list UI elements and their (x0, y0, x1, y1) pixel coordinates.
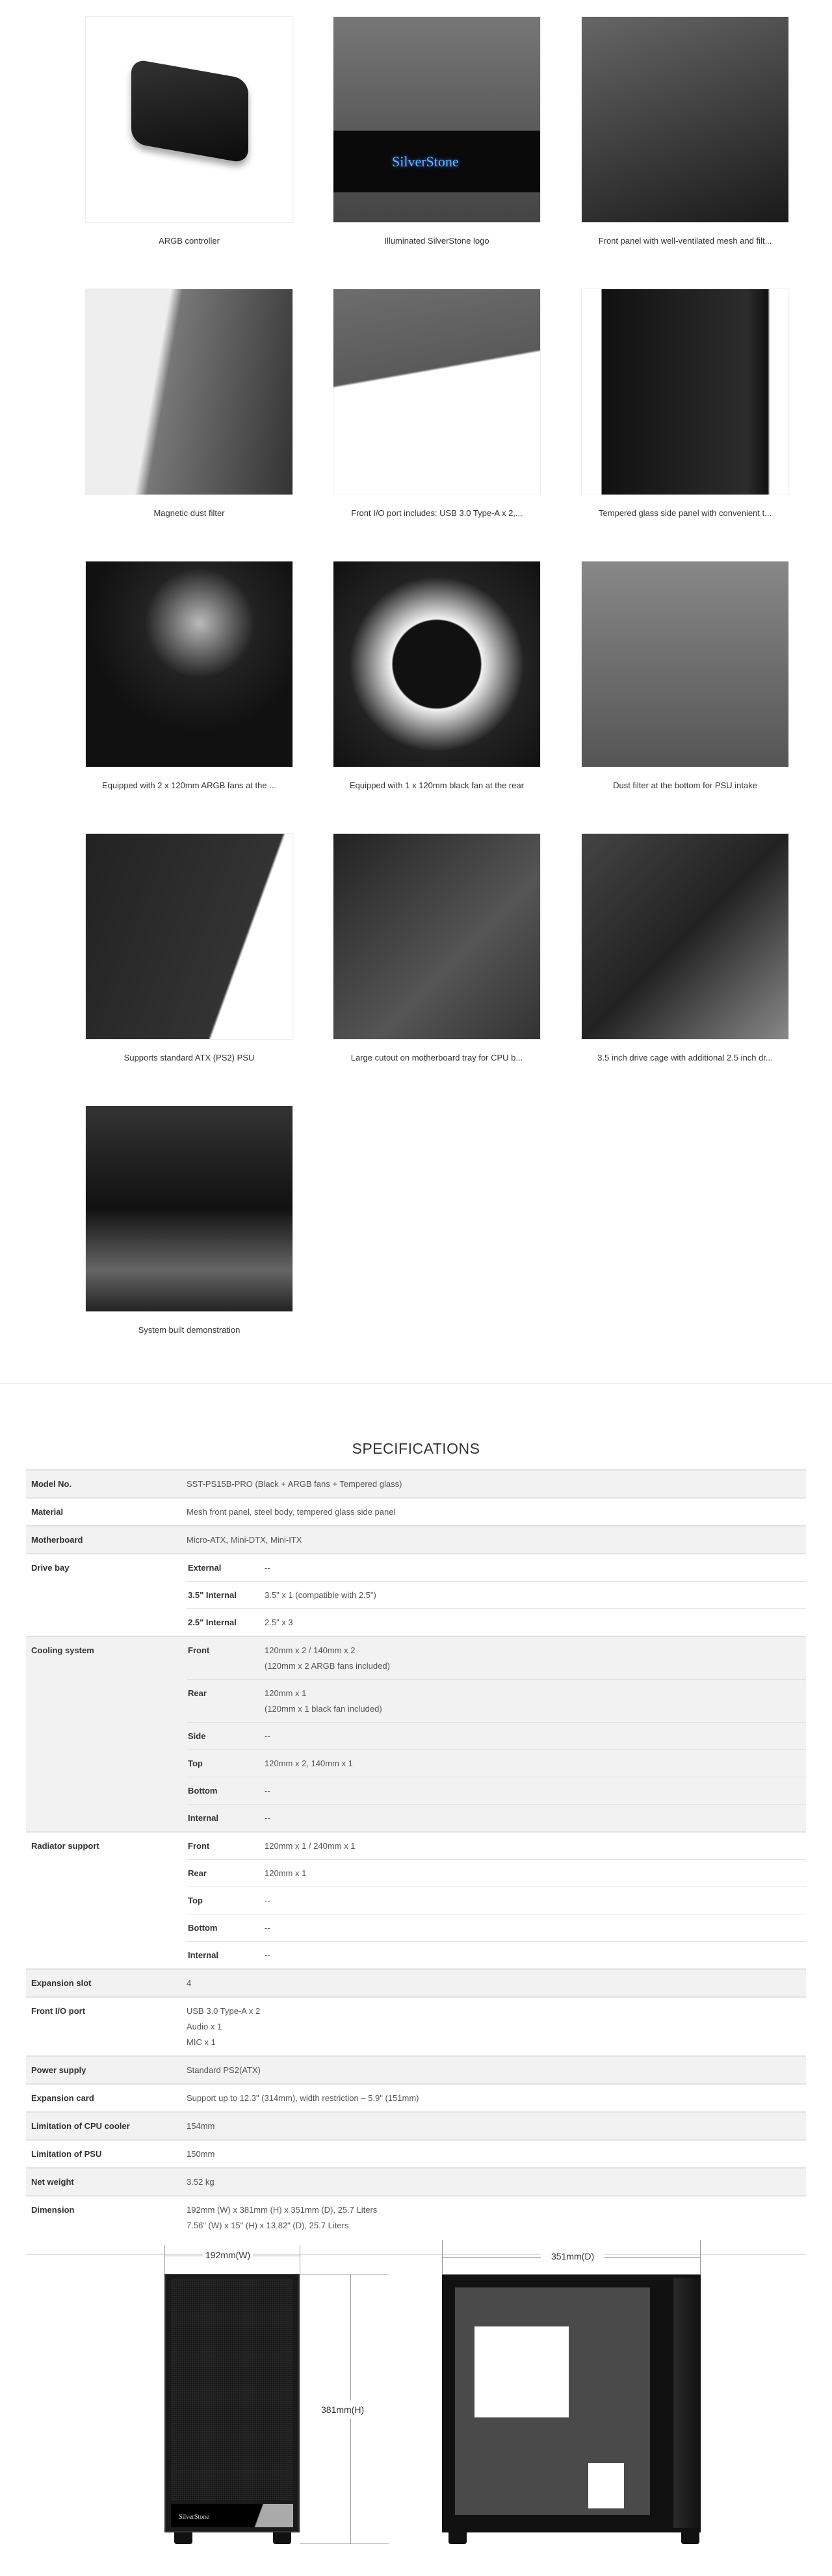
spec-subvalue (265, 1723, 806, 1749)
gallery-caption: ARGB controller (159, 236, 220, 246)
case-foot (448, 2532, 467, 2544)
spec-value-line: 3.5" x 1 (compatible with 2.5") (265, 1590, 376, 1600)
spec-label: Radiator support (31, 1841, 99, 1851)
spec-values (187, 1554, 806, 1636)
spec-subvalue (265, 1609, 806, 1636)
width-extension-left (164, 2245, 165, 2274)
gallery-caption: Front panel with well-ventilated mesh and filt... (598, 236, 772, 246)
spec-label: Power supply (31, 2065, 86, 2075)
gallery-image[interactable] (85, 561, 293, 767)
spec-label: Net weight (31, 2177, 74, 2187)
spec-value-line: 120mm x 1 (265, 1688, 307, 1698)
spec-value-line: 2.5" x 3 (265, 1617, 293, 1627)
case-foot (681, 2532, 699, 2544)
spec-sublabel: Top (188, 1896, 203, 1905)
spec-value (187, 1526, 806, 1553)
spec-subrow (187, 1887, 806, 1914)
gallery-caption: Equipped with 1 x 120mm black fan at the rear (349, 780, 525, 790)
spec-sublabel: Internal (188, 1813, 218, 1823)
spec-subvalue (265, 1805, 806, 1831)
spec-value-line: -- (265, 1786, 270, 1796)
spec-values (187, 2196, 806, 2254)
spec-values (187, 2169, 806, 2195)
spec-values (187, 2113, 806, 2139)
spec-row (26, 2113, 806, 2141)
spec-subvalue (265, 1914, 806, 1941)
spec-subvalue (265, 1680, 806, 1722)
spec-values (187, 2057, 806, 2083)
spec-label: Drive bay (31, 1563, 70, 1573)
gallery-image[interactable] (581, 289, 789, 495)
spec-subvalue (265, 1942, 806, 1968)
spec-values (187, 1499, 806, 1525)
spec-value-line: -- (265, 1731, 270, 1741)
spec-value-line: 4 (187, 1978, 192, 1988)
spec-row (26, 2085, 806, 2113)
spec-value-line: 120mm x 1 (265, 1868, 307, 1878)
spec-label: Expansion card (31, 2093, 94, 2103)
spec-label: Motherboard (31, 1535, 83, 1545)
spec-label: Cooling system (31, 1645, 94, 1655)
spec-row (26, 2141, 806, 2169)
specifications-table (26, 1469, 806, 2255)
specifications-heading: SPECIFICATIONS (352, 1440, 480, 1457)
spec-value (187, 1970, 806, 1996)
spec-sublabel: Bottom (188, 1786, 218, 1796)
gallery-caption: Supports standard ATX (PS2) PSU (124, 1053, 255, 1063)
gallery-caption: 3.5 inch drive cage with additional 2.5 inch dr... (597, 1053, 773, 1063)
spec-subrow (187, 1679, 806, 1722)
gallery-caption: System built demonstration (138, 1325, 240, 1335)
depth-label: 351mm(D) (541, 2251, 604, 2261)
spec-sublabel: External (188, 1563, 222, 1573)
gallery-image[interactable] (333, 833, 541, 1040)
spec-subvalue (265, 1582, 806, 1608)
spec-value (187, 2085, 806, 2111)
gallery-image[interactable] (333, 289, 541, 495)
section-divider (0, 1383, 832, 1384)
spec-value (187, 2196, 806, 2254)
spec-values (187, 1833, 806, 1968)
spec-label: Expansion slot (31, 1978, 92, 1988)
spec-value-line: Micro-ATX, Mini-DTX, Mini-ITX (187, 1535, 302, 1545)
spec-values (187, 1637, 806, 1831)
spec-subvalue (265, 1637, 806, 1679)
spec-row (26, 1526, 806, 1554)
spec-subvalue (265, 1554, 806, 1581)
spec-value-line: 150mm (187, 2149, 215, 2159)
spec-sublabel: Rear (188, 1688, 207, 1698)
spec-value-line: (120mm x 1 black fan included) (265, 1704, 382, 1714)
spec-value-line: Standard PS2(ATX) (187, 2065, 261, 2075)
spec-sublabel: 2.5" Internal (188, 1617, 237, 1627)
spec-row (26, 1471, 806, 1499)
front-logo: SilverStone (179, 2514, 209, 2521)
spec-value-line: 3.52 kg (187, 2177, 214, 2187)
gallery-image[interactable] (581, 561, 789, 767)
spec-subvalue (265, 1750, 806, 1777)
spec-sublabel: Side (188, 1731, 206, 1741)
spec-value (187, 2057, 806, 2083)
spec-value-line: -- (265, 1563, 270, 1573)
spec-value (187, 1499, 806, 1525)
spec-value-line: 7.56" (W) x 15" (H) x 13.82" (D), 25.7 Liters (187, 2221, 349, 2230)
spec-sublabel: Internal (188, 1950, 218, 1960)
spec-subrow (187, 1804, 806, 1831)
gallery-image[interactable] (85, 16, 293, 223)
gallery-image[interactable] (333, 16, 541, 223)
spec-value-line: -- (265, 1923, 270, 1933)
spec-subrow (187, 1637, 806, 1679)
spec-row (26, 1637, 806, 1833)
spec-subvalue (265, 1833, 806, 1859)
spec-subrow (187, 1859, 806, 1887)
silverstone-logo: SilverStone (392, 153, 459, 170)
spec-subvalue (265, 1860, 806, 1887)
gallery-image[interactable] (333, 561, 541, 767)
spec-value-line: Mesh front panel, steel body, tempered glass side panel (187, 1507, 396, 1517)
spec-row (26, 1499, 806, 1526)
spec-value-line: USB 3.0 Type-A x 2 (187, 2006, 261, 2016)
spec-value-line: Support up to 12.3" (314mm), width restriction – 5.9" (151mm) (187, 2093, 419, 2103)
spec-value-line: (120mm x 2 ARGB fans included) (265, 1661, 390, 1671)
spec-value (187, 2169, 806, 2195)
spec-row (26, 1998, 806, 2057)
spec-sublabel: Bottom (188, 1923, 218, 1933)
spec-subvalue (265, 1887, 806, 1914)
spec-values (187, 1970, 806, 1996)
spec-values (187, 1471, 806, 1497)
spec-row (26, 2196, 806, 2255)
spec-subrow (187, 1749, 806, 1777)
case-foot (273, 2532, 291, 2544)
spec-values (187, 2085, 806, 2111)
spec-value-line: -- (265, 1896, 270, 1905)
gallery-caption: Tempered glass side panel with convenient t... (599, 508, 772, 518)
gallery-caption: Equipped with 2 x 120mm ARGB fans at the ... (101, 780, 277, 790)
gallery-image[interactable] (85, 1105, 293, 1312)
spec-subrow (187, 1941, 806, 1968)
spec-value-line: MIC x 1 (187, 2037, 216, 2047)
spec-sublabel: Rear (188, 1868, 207, 1878)
spec-label: Limitation of PSU (31, 2149, 102, 2159)
case-front-view (164, 2274, 300, 2532)
spec-values (187, 2141, 806, 2167)
spec-row (26, 1554, 806, 1637)
spec-subrow (187, 1833, 806, 1859)
gallery-image[interactable] (85, 833, 293, 1040)
spec-label: Material (31, 1507, 64, 1517)
spec-values (187, 1526, 806, 1553)
case-side-view (442, 2274, 701, 2532)
spec-row (26, 1970, 806, 1998)
spec-subrow (187, 1554, 806, 1581)
spec-row (26, 2169, 806, 2196)
spec-subvalue (265, 1777, 806, 1804)
spec-value (187, 1998, 806, 2055)
spec-value-line: 192mm (W) x 381mm (H) x 351mm (D), 25.7 Liters (187, 2205, 378, 2215)
gallery-caption: Dust filter at the bottom for PSU intake (613, 780, 757, 790)
gallery-caption: Magnetic dust filter (153, 508, 225, 518)
spec-subrow (187, 1581, 806, 1608)
spec-value (187, 2113, 806, 2139)
spec-subrow (187, 1914, 806, 1941)
gallery-image[interactable] (581, 16, 789, 223)
spec-subrow (187, 1722, 806, 1749)
spec-value-line: Audio x 1 (187, 2022, 222, 2031)
spec-value-line: 120mm x 2, 140mm x 1 (265, 1758, 353, 1768)
spec-label: Limitation of CPU cooler (31, 2121, 130, 2131)
spec-sublabel: Front (188, 1645, 210, 1655)
spec-subrow (187, 1777, 806, 1804)
case-foot (174, 2532, 192, 2544)
spec-sublabel: Front (188, 1841, 210, 1851)
gallery-caption: Front I/O port includes: USB 3.0 Type-A x 2,... (351, 508, 523, 518)
spec-value-line: -- (265, 1950, 270, 1960)
spec-label: Model No. (31, 1479, 72, 1489)
spec-subrow (187, 1608, 806, 1636)
height-label: 381mm(H) (318, 2401, 367, 2419)
spec-value (187, 2141, 806, 2167)
gallery-caption: Illuminated SilverStone logo (384, 236, 489, 246)
width-label: 192mm(W) (203, 2250, 253, 2260)
spec-label: Dimension (31, 2205, 75, 2215)
gallery-image[interactable] (85, 289, 293, 495)
spec-sublabel: Top (188, 1758, 203, 1768)
spec-value-line: 154mm (187, 2121, 215, 2131)
spec-value (187, 1471, 806, 1497)
spec-value-line: -- (265, 1813, 270, 1823)
spec-values (187, 1998, 806, 2055)
spec-value-line: SST-PS15B-PRO (Black + ARGB fans + Tempered glass) (187, 1479, 402, 1489)
spec-row (26, 2057, 806, 2085)
spec-sublabel: 3.5" Internal (188, 1590, 237, 1600)
spec-row (26, 1833, 806, 1970)
spec-label: Front I/O port (31, 2006, 86, 2016)
spec-value-line: 120mm x 1 / 240mm x 1 (265, 1841, 356, 1851)
spec-value-line: 120mm x 2 / 140mm x 2 (265, 1645, 356, 1655)
gallery-caption: Large cutout on motherboard tray for CPU b... (350, 1053, 523, 1063)
gallery-image[interactable] (581, 833, 789, 1040)
